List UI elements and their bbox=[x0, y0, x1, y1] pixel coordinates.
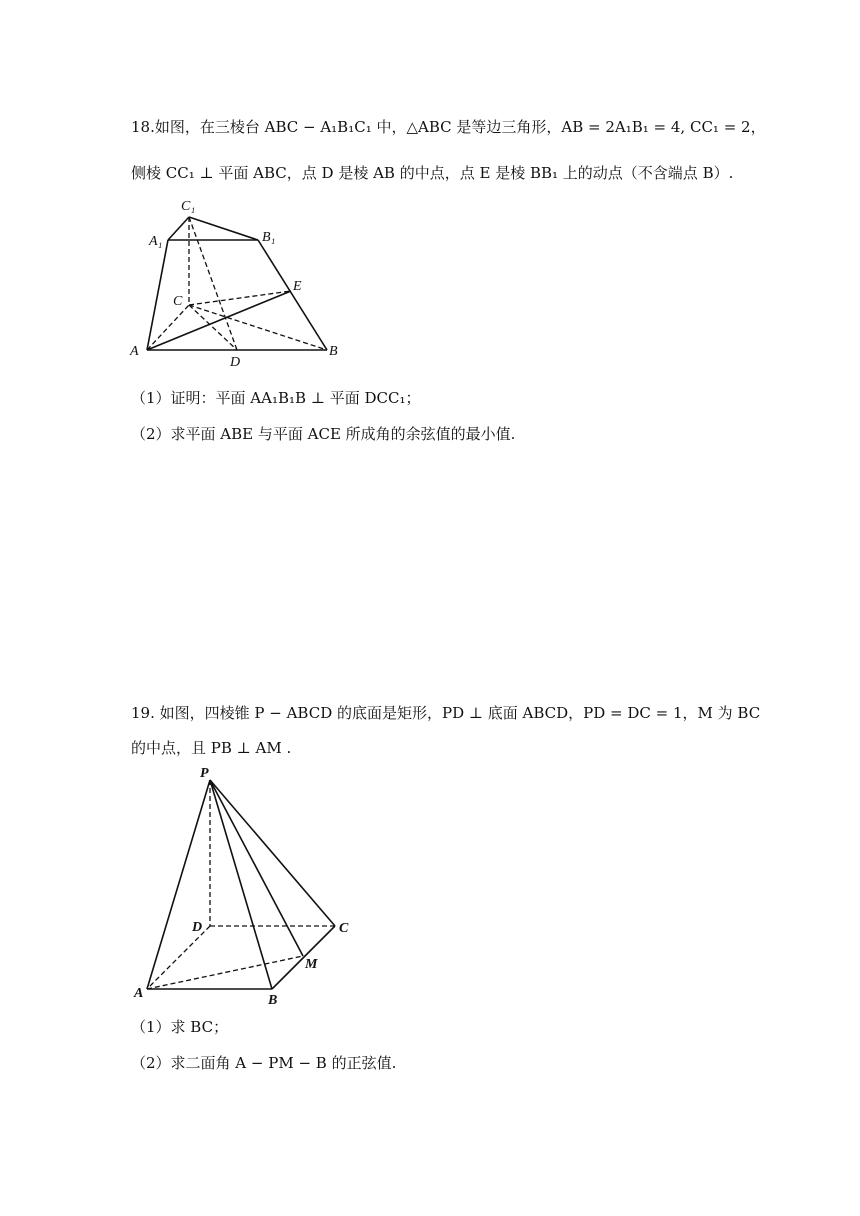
q18-statement-line2: 侧棱 CC₁ ⊥ 平面 ABC，点 D 是棱 AB 的中点，点 E 是棱 BB₁ 上的动点（不含端点 B）. bbox=[131, 164, 734, 182]
edge-A1C1 bbox=[168, 217, 189, 240]
q18-part2: （2）求平面 ABE 与平面 ACE 所成角的余弦值的最小值. bbox=[131, 425, 516, 443]
edge-AC bbox=[147, 305, 189, 350]
label-C: C bbox=[339, 921, 349, 936]
label-D: D bbox=[192, 920, 203, 935]
q19-statement-line2: 的中点，且 PB ⊥ AM . bbox=[131, 739, 292, 757]
q18-statement-line1: 18.如图，在三棱台 ABC − A₁B₁C₁ 中，△ABC 是等边三角形，AB = 2A₁B₁ = 4, CC₁ = 2， bbox=[131, 118, 766, 136]
edge-BC bbox=[272, 926, 335, 989]
q19-figure bbox=[130, 762, 365, 1007]
edge-AA1 bbox=[147, 240, 168, 350]
segment-AM bbox=[147, 956, 303, 989]
label-C1: C₁ bbox=[181, 199, 196, 214]
edge-BB1 bbox=[258, 240, 327, 350]
label-A1: A₁ bbox=[149, 234, 163, 249]
edge-C1B1 bbox=[189, 217, 258, 240]
label-P: P bbox=[200, 766, 209, 781]
label-B1: B₁ bbox=[262, 230, 276, 245]
label-D: D bbox=[230, 355, 241, 370]
edge-PM bbox=[210, 780, 303, 956]
edge-PB bbox=[210, 780, 272, 989]
label-B: B bbox=[268, 993, 278, 1008]
q19-part1: （1）求 BC； bbox=[131, 1018, 229, 1036]
q18-part1: （1）证明：平面 AA₁B₁B ⊥ 平面 DCC₁； bbox=[131, 389, 421, 407]
edge-PC bbox=[210, 780, 335, 926]
label-C: C bbox=[173, 294, 183, 309]
q19-statement-line1: 19. 如图，四棱锥 P − ABCD 的底面是矩形，PD ⊥ 底面 ABCD，PD = DC = 1，M 为 BC bbox=[131, 704, 761, 722]
label-M: M bbox=[305, 957, 318, 972]
segment-CD bbox=[189, 305, 237, 350]
q18-figure bbox=[125, 197, 345, 372]
label-A: A bbox=[130, 344, 139, 359]
label-A: A bbox=[134, 986, 144, 1001]
edge-CB bbox=[189, 305, 327, 350]
label-E: E bbox=[293, 279, 302, 294]
q19-part2: （2）求二面角 A − PM − B 的正弦值. bbox=[131, 1054, 397, 1072]
label-B: B bbox=[329, 344, 338, 359]
